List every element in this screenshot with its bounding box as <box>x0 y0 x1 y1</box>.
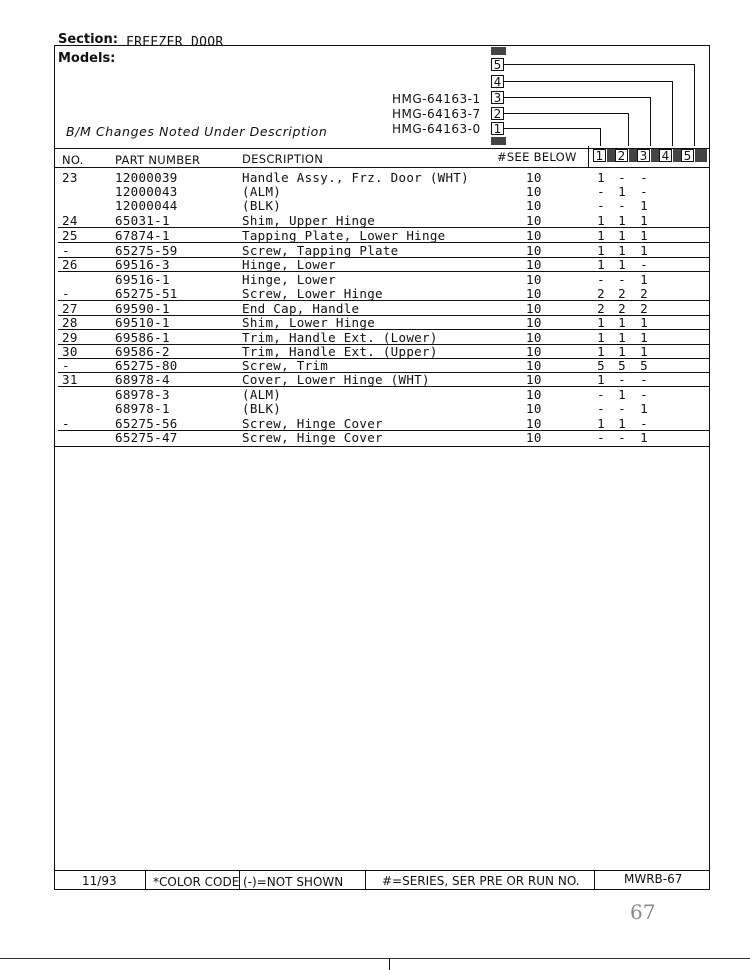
item-number: 28 <box>62 315 78 330</box>
model-col-5: 5 <box>681 149 694 162</box>
part-description: (ALM) <box>242 387 282 402</box>
index-box-5: 5 <box>491 58 504 71</box>
part-description: Hinge, Lower <box>242 257 336 272</box>
model-1-qty: 1 <box>597 315 605 330</box>
part-number: 68978-4 <box>115 372 170 387</box>
model-name-3: HMG-64163-0 <box>392 122 481 136</box>
part-description: Trim, Handle Ext. (Lower) <box>242 330 438 345</box>
model-3-qty: 1 <box>640 198 648 213</box>
model-2-qty: - <box>618 401 626 416</box>
table-row <box>0 286 750 301</box>
part-number: 69590-1 <box>115 301 170 316</box>
table-row <box>0 170 750 185</box>
model-3-qty: 2 <box>640 286 648 301</box>
col-see-below: #SEE BELOW <box>497 150 577 164</box>
table-row <box>0 257 750 272</box>
part-number: 69586-2 <box>115 344 170 359</box>
header-bottom-rule <box>54 167 710 168</box>
index-box-2: 2 <box>491 107 504 120</box>
part-number: 65275-51 <box>115 286 178 301</box>
footer-not-shown: (-)=NOT SHOWN <box>243 875 344 889</box>
footer-div-2 <box>239 870 240 890</box>
model-col-1: 1 <box>593 149 606 162</box>
model-2-qty: - <box>618 198 626 213</box>
table-row <box>0 301 750 316</box>
see-below-value: 10 <box>526 430 542 445</box>
model-2-qty: 1 <box>618 243 626 258</box>
footer-div-4 <box>594 870 595 890</box>
model-1-qty: 2 <box>597 286 605 301</box>
part-number: 69516-1 <box>115 272 170 287</box>
model-1-qty: - <box>597 387 605 402</box>
model-1-qty: 1 <box>597 170 605 185</box>
see-below-value: 10 <box>526 330 542 345</box>
model-1-qty: 2 <box>597 301 605 316</box>
model-1-qty: 1 <box>597 416 605 431</box>
model-col-sep-3 <box>651 149 659 162</box>
index-bottom-mark <box>491 137 506 145</box>
see-below-value: 10 <box>526 401 542 416</box>
model-3-qty: - <box>640 372 648 387</box>
part-description: Handle Assy., Frz. Door (WHT) <box>242 170 469 185</box>
model-2-qty: 5 <box>618 358 626 373</box>
model-col-4: 4 <box>659 149 672 162</box>
model-3-qty: 2 <box>640 301 648 316</box>
item-number: - <box>62 416 70 431</box>
part-description: Screw, Hinge Cover <box>242 430 383 445</box>
table-row <box>0 344 750 359</box>
model-2-qty: - <box>618 430 626 445</box>
model-3-qty: 1 <box>640 213 648 228</box>
see-below-value: 10 <box>526 286 542 301</box>
index-top-mark <box>491 47 506 55</box>
model-3-qty: 1 <box>640 315 648 330</box>
item-number: 23 <box>62 170 78 185</box>
table-row <box>0 272 750 287</box>
connector-4-drop <box>672 81 673 146</box>
table-end-rule <box>54 446 710 447</box>
model-2-qty: 2 <box>618 286 626 301</box>
part-number: 69516-3 <box>115 257 170 272</box>
model-col-sep-1 <box>607 149 615 162</box>
page-bottom-edge <box>0 958 750 959</box>
footer-doc-number: MWRB-67 <box>624 872 683 886</box>
part-number: 68978-1 <box>115 401 170 416</box>
see-below-value: 10 <box>526 184 542 199</box>
model-1-qty: - <box>597 198 605 213</box>
model-3-qty: 1 <box>640 243 648 258</box>
model-2-qty: 1 <box>618 213 626 228</box>
table-row <box>0 401 750 416</box>
index-box-4: 4 <box>491 75 504 88</box>
footer-div-3 <box>365 870 366 890</box>
model-3-qty: 1 <box>640 272 648 287</box>
table-row <box>0 372 750 387</box>
see-below-value: 10 <box>526 301 542 316</box>
model-1-qty: 1 <box>597 213 605 228</box>
part-description: Shim, Upper Hinge <box>242 213 376 228</box>
model-col-3: 3 <box>637 149 650 162</box>
col-no: NO. <box>62 153 84 167</box>
connector-3-drop <box>650 97 651 146</box>
model-3-qty: 1 <box>640 430 648 445</box>
footer-color-code: *COLOR CODE <box>153 875 240 889</box>
footer-series: #=SERIES, SER PRE OR RUN NO. <box>382 874 580 888</box>
connector-1 <box>504 128 600 129</box>
model-name-2: HMG-64163-7 <box>392 107 481 121</box>
see-below-value: 10 <box>526 344 542 359</box>
model-1-qty: - <box>597 272 605 287</box>
model-col-sep-4 <box>673 149 681 162</box>
connector-4 <box>504 81 672 82</box>
table-row <box>0 315 750 330</box>
table-row <box>0 358 750 373</box>
part-description: End Cap, Handle <box>242 301 360 316</box>
part-number: 12000044 <box>115 198 178 213</box>
part-number: 65275-56 <box>115 416 178 431</box>
index-box-1: 1 <box>491 122 504 135</box>
part-number: 69586-1 <box>115 330 170 345</box>
part-number: 12000039 <box>115 170 178 185</box>
model-col-divider <box>588 146 589 168</box>
model-2-qty: 1 <box>618 387 626 402</box>
part-number: 65275-80 <box>115 358 178 373</box>
part-number: 65275-59 <box>115 243 178 258</box>
footer-div-1 <box>145 870 146 890</box>
see-below-value: 10 <box>526 358 542 373</box>
see-below-value: 10 <box>526 257 542 272</box>
page-mark: 67 <box>630 900 656 924</box>
table-row <box>0 184 750 199</box>
model-2-qty: 1 <box>618 257 626 272</box>
table-row <box>0 228 750 243</box>
table-row <box>0 416 750 431</box>
item-number: 31 <box>62 372 78 387</box>
model-name-1: HMG-64163-1 <box>392 92 481 106</box>
connector-2 <box>504 113 628 114</box>
see-below-value: 10 <box>526 243 542 258</box>
item-number: - <box>62 358 70 373</box>
model-2-qty: 1 <box>618 184 626 199</box>
models-label: Models: <box>58 51 116 66</box>
model-1-qty: 1 <box>597 372 605 387</box>
table-row <box>0 330 750 345</box>
see-below-value: 10 <box>526 372 542 387</box>
model-1-qty: - <box>597 184 605 199</box>
item-number: 27 <box>62 301 78 316</box>
item-number: 24 <box>62 213 78 228</box>
part-description: (BLK) <box>242 401 282 416</box>
model-2-qty: 1 <box>618 315 626 330</box>
table-row <box>0 213 750 228</box>
item-number: 25 <box>62 228 78 243</box>
model-col-sep-2 <box>629 149 637 162</box>
part-number: 65031-1 <box>115 213 170 228</box>
model-2-qty: 1 <box>618 228 626 243</box>
see-below-value: 10 <box>526 228 542 243</box>
item-number: 26 <box>62 257 78 272</box>
part-description: Screw, Hinge Cover <box>242 416 383 431</box>
col-part-number: PART NUMBER <box>115 153 201 167</box>
see-below-value: 10 <box>526 387 542 402</box>
model-3-qty: - <box>640 416 648 431</box>
model-col-sep-5 <box>695 149 707 162</box>
see-below-value: 10 <box>526 213 542 228</box>
model-3-qty: - <box>640 170 648 185</box>
model-1-qty: 1 <box>597 330 605 345</box>
connector-5 <box>504 64 694 65</box>
model-3-qty: 1 <box>640 228 648 243</box>
model-1-qty: 1 <box>597 228 605 243</box>
part-description: Tapping Plate, Lower Hinge <box>242 228 446 243</box>
table-row <box>0 387 750 402</box>
part-description: Hinge, Lower <box>242 272 336 287</box>
model-1-qty: 1 <box>597 344 605 359</box>
model-2-qty: - <box>618 170 626 185</box>
model-2-qty: 2 <box>618 301 626 316</box>
footer-date: 11/93 <box>82 874 117 888</box>
part-description: (ALM) <box>242 184 282 199</box>
model-3-qty: - <box>640 257 648 272</box>
part-description: (BLK) <box>242 198 282 213</box>
part-description: Trim, Handle Ext. (Upper) <box>242 344 438 359</box>
section-value: FREEZER DOOR <box>126 35 224 50</box>
part-description: Screw, Lower Hinge <box>242 286 383 301</box>
part-number: 67874-1 <box>115 228 170 243</box>
model-2-qty: - <box>618 372 626 387</box>
model-1-qty: - <box>597 401 605 416</box>
model-1-qty: 1 <box>597 243 605 258</box>
table-row <box>0 243 750 258</box>
see-below-value: 10 <box>526 170 542 185</box>
col-description: DESCRIPTION <box>242 152 324 166</box>
part-description: Screw, Tapping Plate <box>242 243 399 258</box>
model-3-qty: 1 <box>640 401 648 416</box>
see-below-value: 10 <box>526 315 542 330</box>
model-1-qty: 5 <box>597 358 605 373</box>
part-number: 68978-3 <box>115 387 170 402</box>
footer-top-rule <box>54 870 710 871</box>
model-col-2: 2 <box>615 149 628 162</box>
page-bottom-notch <box>389 958 390 970</box>
model-3-qty: 1 <box>640 330 648 345</box>
table-row <box>0 430 750 445</box>
connector-1-drop <box>600 128 601 146</box>
see-below-value: 10 <box>526 272 542 287</box>
item-number: 30 <box>62 344 78 359</box>
part-description: Screw, Trim <box>242 358 329 373</box>
model-3-qty: 1 <box>640 344 648 359</box>
model-3-qty: - <box>640 387 648 402</box>
part-number: 12000043 <box>115 184 178 199</box>
see-below-value: 10 <box>526 198 542 213</box>
bm-changes-note: B/M Changes Noted Under Description <box>66 124 328 139</box>
index-box-3: 3 <box>491 91 504 104</box>
model-1-qty: 1 <box>597 257 605 272</box>
item-number: - <box>62 243 70 258</box>
connector-2-drop <box>628 113 629 146</box>
item-number: - <box>62 286 70 301</box>
part-description: Shim, Lower Hinge <box>242 315 376 330</box>
item-number: 29 <box>62 330 78 345</box>
table-row <box>0 198 750 213</box>
part-number: 65275-47 <box>115 430 178 445</box>
model-3-qty: - <box>640 184 648 199</box>
model-1-qty: - <box>597 430 605 445</box>
model-2-qty: 1 <box>618 330 626 345</box>
model-2-qty: 1 <box>618 416 626 431</box>
section-label: Section: <box>58 32 118 47</box>
connector-5-drop <box>694 64 695 146</box>
connector-3 <box>504 97 650 98</box>
model-2-qty: - <box>618 272 626 287</box>
part-description: Cover, Lower Hinge (WHT) <box>242 372 430 387</box>
model-2-qty: 1 <box>618 344 626 359</box>
part-number: 69510-1 <box>115 315 170 330</box>
model-3-qty: 5 <box>640 358 648 373</box>
see-below-value: 10 <box>526 416 542 431</box>
